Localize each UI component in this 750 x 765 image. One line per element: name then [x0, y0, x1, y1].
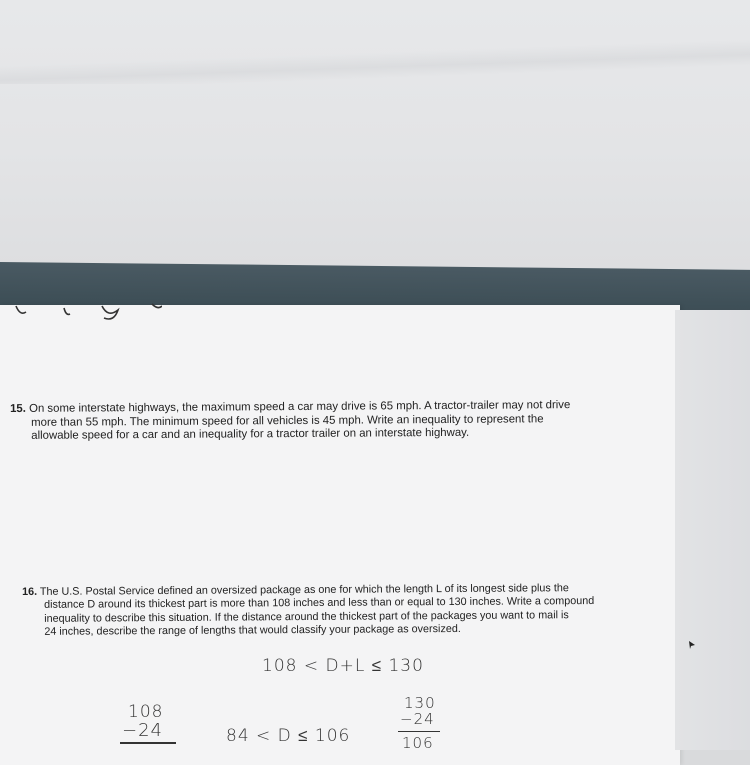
problem-text-line: inequality to describe this situation. If the distance around the thickest part of the packages you want to mail is [44, 608, 569, 625]
problem-text-line: distance D around its thickest part is more than 108 inches and less than or equal to 130 inches. Write a compound [44, 595, 595, 612]
paper-fold [0, 36, 750, 84]
problem-text-line: allowable speed for a car and an inequality for a tractor trailer on an interstate highway. [31, 426, 470, 443]
problem-16 [22, 582, 647, 640]
handwritten-108: 108 [128, 702, 164, 722]
handwritten-minus-24-right: −24 [400, 710, 435, 728]
partial-handwriting-scrawl [12, 300, 162, 326]
handwritten-compound-inequality: 108 < D+L ≤ 130 [262, 656, 424, 676]
handwritten-underline [120, 742, 176, 744]
problem-15 [10, 399, 650, 444]
mouse-cursor-icon [688, 640, 696, 650]
worksheet-paper [0, 305, 680, 765]
problem-number: 15. [10, 402, 26, 415]
problem-text-line: more than 55 mph. The minimum speed for all vehicles is 45 mph. Write an inequality to represent the [31, 412, 544, 429]
problem-text-line: On some interstate highways, the maximum speed a car may drive is 65 mph. A tractor-trailer may not drive [29, 399, 571, 415]
handwritten-range: 84 < D ≤ 106 [226, 726, 351, 746]
handwritten-underline-right [398, 731, 440, 732]
handwritten-minus-24: −24 [122, 720, 163, 741]
problem-number: 16. [22, 585, 38, 598]
blank-sheet-top [0, 0, 750, 270]
handwritten-106: 106 [402, 734, 434, 752]
problem-text-line: 24 inches, describe the range of lengths that would classify your package as oversized. [44, 623, 461, 639]
paper-right-edge [675, 310, 750, 750]
handwritten-130: 130 [404, 694, 436, 712]
problem-text-line: The U.S. Postal Service defined an oversized package as one for which the length L of its longest side plus the [39, 582, 569, 598]
